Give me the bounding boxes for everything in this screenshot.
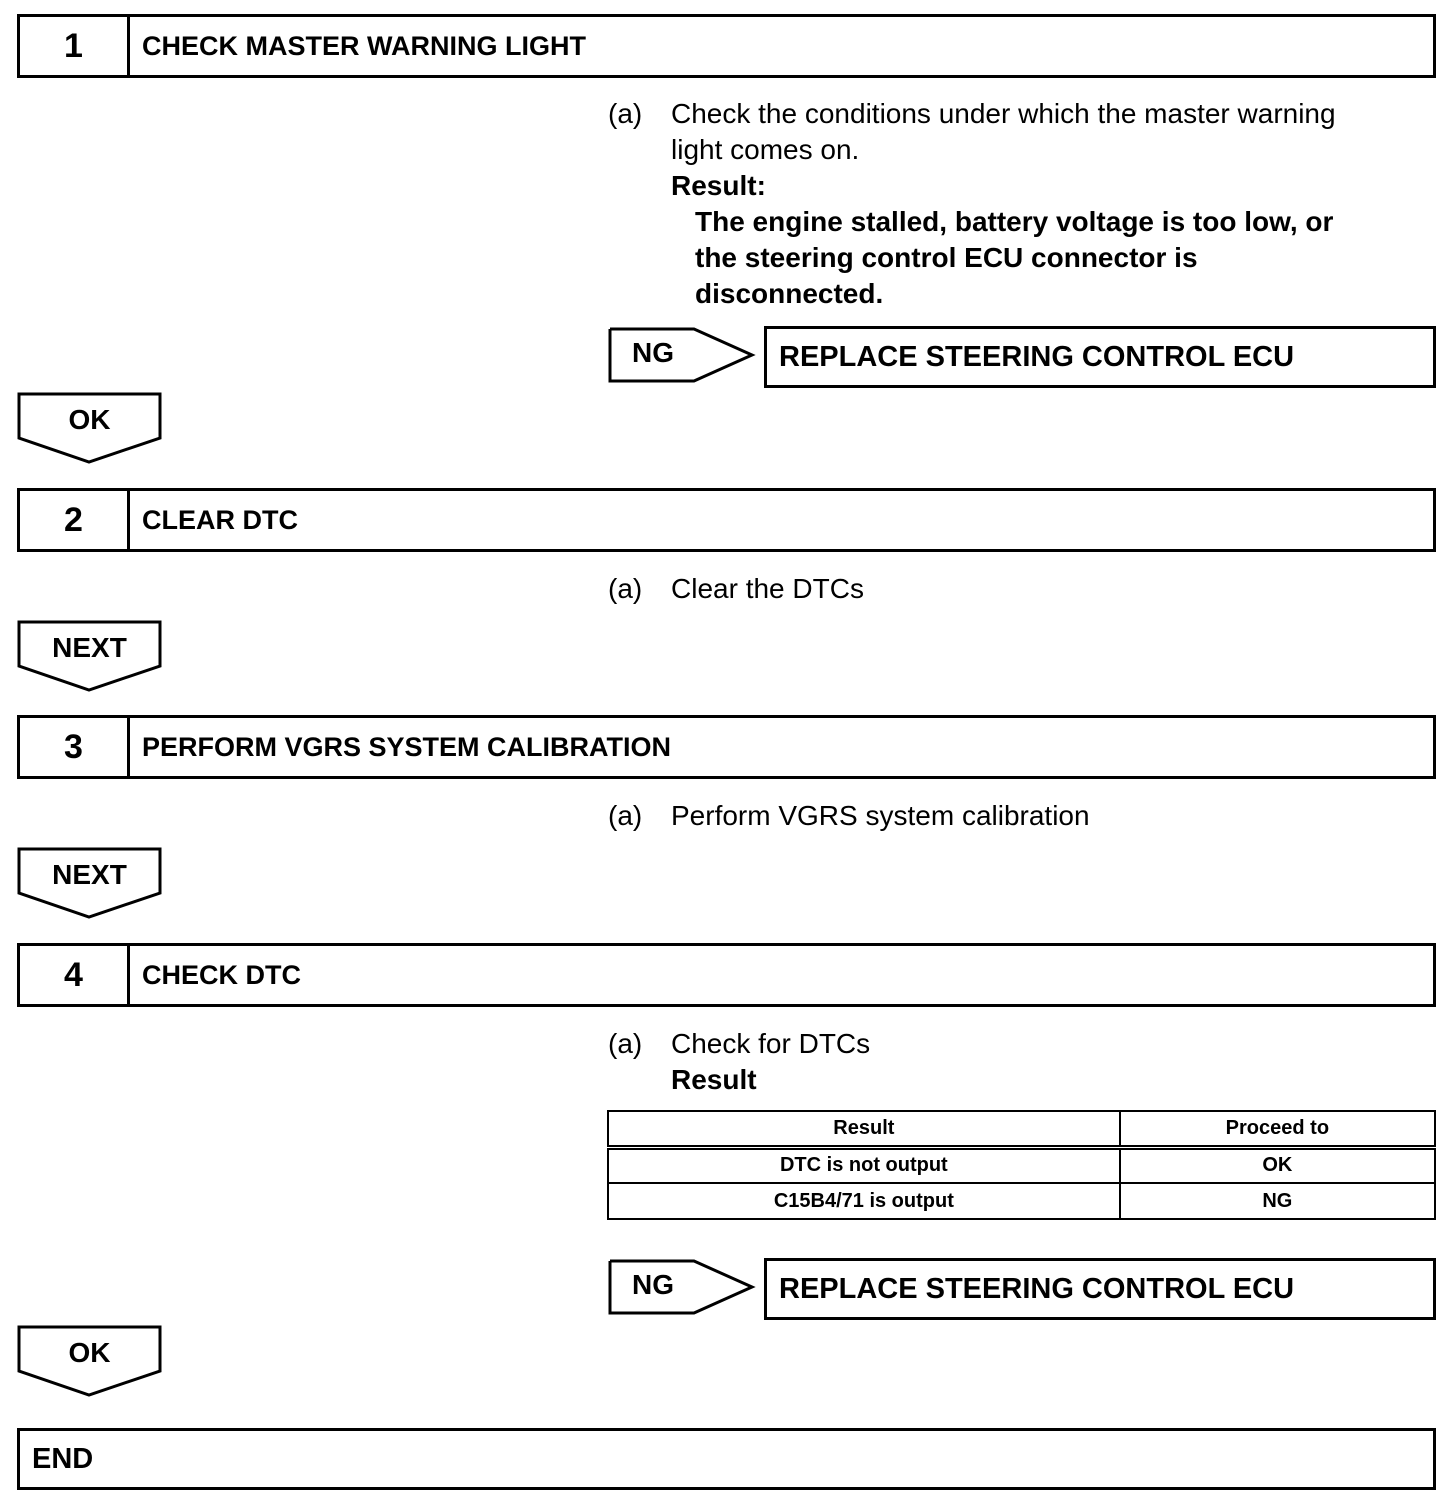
step-title: PERFORM VGRS SYSTEM CALIBRATION	[142, 731, 672, 762]
instruction-line: Clear the DTCs	[671, 573, 864, 604]
step-4-instruction	[608, 1026, 1408, 1106]
next-arrow	[17, 847, 162, 919]
instruction-line: Perform VGRS system calibration	[671, 800, 1090, 831]
step-2-header	[17, 488, 1436, 552]
next-arrow	[17, 620, 162, 692]
table-cell: NG	[1120, 1183, 1435, 1219]
table-cell: OK	[1120, 1147, 1435, 1183]
ok-arrow	[17, 392, 162, 464]
step-number: 2	[20, 491, 130, 549]
end-box: END	[17, 1428, 1436, 1490]
step-title: CHECK DTC	[142, 959, 301, 990]
instruction-line: light comes on.	[671, 134, 860, 165]
ng-arrow-shape	[608, 327, 756, 383]
step-4-header	[17, 943, 1436, 1007]
table-row	[608, 1183, 1435, 1219]
instruction-line: Check for DTCs	[671, 1028, 871, 1059]
result-label: Result	[671, 1064, 757, 1095]
step-2-instruction	[608, 571, 1408, 611]
ng-label: NG	[632, 1269, 674, 1300]
table-header-row	[608, 1111, 1435, 1147]
ok-arrow	[17, 1325, 162, 1397]
result-line: The engine stalled, battery voltage is too low, or	[695, 206, 1334, 237]
table-cell: DTC is not output	[608, 1147, 1120, 1183]
result-table	[607, 1110, 1436, 1220]
result-line: disconnected.	[695, 278, 884, 309]
step-number: 4	[20, 946, 130, 1004]
ok-label: OK	[68, 1337, 111, 1368]
ng-arrow	[608, 1259, 756, 1315]
result-label: Result:	[671, 170, 766, 201]
replace-ecu-box: REPLACE STEERING CONTROL ECU	[764, 326, 1436, 388]
step-number: 3	[20, 718, 130, 776]
next-label: NEXT	[52, 632, 127, 663]
item-label: (a)	[608, 800, 643, 831]
step-1-header	[17, 14, 1436, 78]
item-label: (a)	[608, 98, 643, 129]
ng-arrow	[608, 327, 756, 383]
step-1-instruction	[608, 96, 1408, 316]
ok-label: OK	[68, 404, 111, 435]
step-title: CHECK MASTER WARNING LIGHT	[142, 30, 586, 61]
next-label: NEXT	[52, 859, 127, 890]
replace-ecu-box: REPLACE STEERING CONTROL ECU	[764, 1258, 1436, 1320]
ng-arrow-shape	[608, 1259, 756, 1315]
table-header: Proceed to	[1120, 1111, 1435, 1147]
result-line: the steering control ECU connector is	[695, 242, 1198, 273]
instruction-line: Check the conditions under which the master warning	[671, 98, 1336, 129]
step-title: CLEAR DTC	[142, 504, 298, 535]
item-label: (a)	[608, 573, 643, 604]
table-row	[608, 1147, 1435, 1183]
step-3-instruction	[608, 798, 1408, 838]
table-cell: C15B4/71 is output	[608, 1183, 1120, 1219]
table-header: Result	[608, 1111, 1120, 1147]
ng-label: NG	[632, 337, 674, 368]
step-number: 1	[20, 17, 130, 75]
step-3-header	[17, 715, 1436, 779]
item-label: (a)	[608, 1028, 643, 1059]
